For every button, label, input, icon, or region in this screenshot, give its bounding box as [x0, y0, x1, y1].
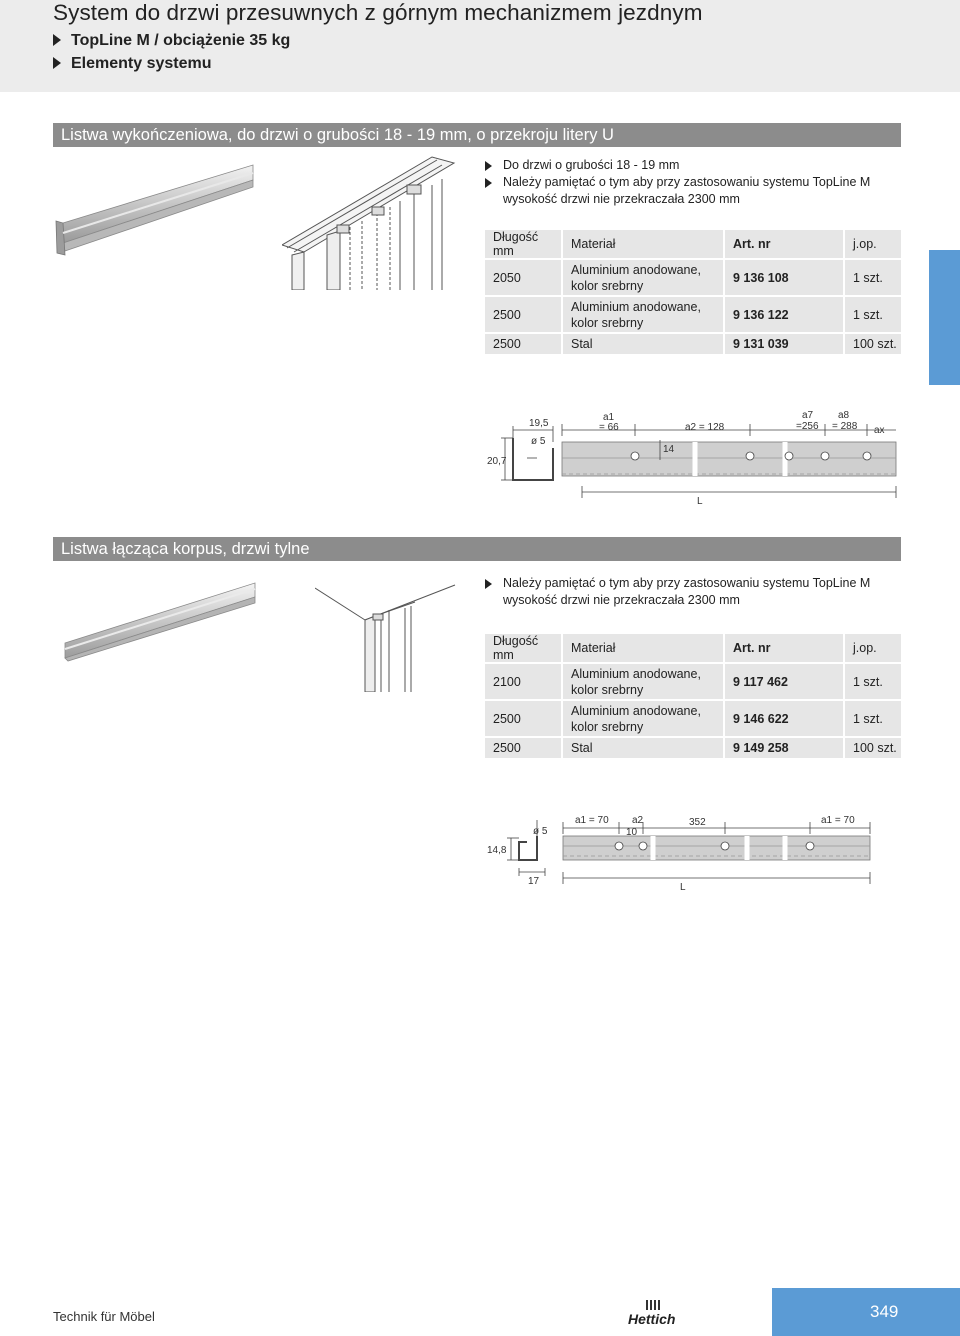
installation-drawing-2	[315, 580, 475, 692]
bullet-text: Należy pamiętać o tym aby przy zastosowaniu systemu TopLine M	[503, 175, 871, 189]
bullet-text: Do drzwi o grubości 18 - 19 mm	[503, 158, 680, 172]
hole-mark	[639, 842, 647, 850]
bullet-text-cont: wysokość drzwi nie przekraczała 2300 mm	[503, 593, 740, 607]
table-row	[485, 701, 901, 738]
cell-length: 2050	[485, 260, 563, 297]
triangle-bullet-icon	[485, 579, 492, 589]
col-header-length: Długość mm	[485, 634, 563, 664]
cell-unit: 1 szt.	[845, 701, 901, 738]
chapter-tab	[929, 250, 960, 385]
hettich-logo-mark	[628, 1300, 678, 1330]
cell-material: Stal	[563, 738, 725, 760]
dim-17: 17	[528, 876, 540, 887]
section-1-bullets	[485, 157, 870, 208]
cell-art: 9 146 622	[725, 701, 845, 738]
subtitle-product	[53, 32, 290, 50]
installation-drawing-1	[282, 155, 457, 290]
dim-a1: a1	[603, 412, 615, 423]
hole-mark	[615, 842, 623, 850]
product-table-2	[485, 634, 901, 760]
u-profile-rail-image	[53, 155, 258, 260]
connecting-rail-image	[60, 573, 260, 663]
table-row	[485, 260, 901, 297]
triangle-bullet-icon	[53, 34, 61, 46]
dim-phi5: ø 5	[531, 436, 546, 447]
cell-art: 9 117 462	[725, 664, 845, 701]
hole-mark	[785, 452, 793, 460]
material-line2: kolor srebrny	[571, 682, 644, 697]
dim-a1-val: = 66	[599, 422, 619, 433]
hole-mark	[746, 452, 754, 460]
dim-a8: a8	[838, 410, 850, 421]
hole-mark	[721, 842, 729, 850]
bullet-item	[485, 174, 870, 208]
subtitle-elements-text: Elementy systemu	[71, 55, 212, 72]
table-row	[485, 738, 901, 760]
table-row	[485, 297, 901, 334]
dim-a1-right: a1 = 70	[821, 815, 855, 826]
material-line2: kolor srebrny	[571, 278, 644, 293]
material-line1: Aluminium anodowane,	[571, 299, 701, 314]
technical-drawing-2	[485, 808, 885, 898]
hole-mark	[863, 452, 871, 460]
material-line1: Aluminium anodowane,	[571, 703, 701, 718]
cell-art: 9 136 122	[725, 297, 845, 334]
triangle-bullet-icon	[53, 57, 61, 69]
cell-unit: 1 szt.	[845, 297, 901, 334]
triangle-bullet-icon	[485, 178, 492, 188]
section-2-bullets	[485, 575, 870, 609]
cell-unit: 100 szt.	[845, 738, 901, 760]
cell-material	[563, 664, 725, 701]
dim-ax: ax	[874, 425, 885, 436]
cell-material	[563, 260, 725, 297]
cell-art: 9 149 258	[725, 738, 845, 760]
col-header-art: Art. nr	[725, 230, 845, 260]
cell-material	[563, 701, 725, 738]
hole-mark	[806, 842, 814, 850]
dim-20-7: 20,7	[487, 456, 507, 467]
material-line2: kolor srebrny	[571, 315, 644, 330]
bullet-text-cont: wysokość drzwi nie przekraczała 2300 mm	[503, 192, 740, 206]
material-line2: kolor srebrny	[571, 719, 644, 734]
bullet-item	[485, 575, 870, 609]
triangle-bullet-icon	[485, 161, 492, 171]
dim-phi5: ø 5	[533, 826, 548, 837]
table-header-row	[485, 634, 901, 664]
dim-a1: a1 = 70	[575, 815, 609, 826]
dim-14-8: 14,8	[487, 845, 507, 856]
section-1-title: Listwa wykończeniowa, do drzwi o grubości 18 - 19 mm, o przekroju litery U	[53, 123, 901, 147]
svg-text:Hettich: Hettich	[628, 1311, 676, 1327]
cell-material: Stal	[563, 334, 725, 356]
technical-drawing-1	[485, 400, 901, 512]
c-section-shape	[519, 836, 537, 860]
subtitle-elements	[53, 55, 212, 73]
col-header-material: Materiał	[563, 634, 725, 664]
dim-352: 352	[689, 817, 706, 828]
dim-14: 14	[663, 444, 675, 455]
page-title: System do drzwi przesuwnych z górnym mechanizmem jezdnym	[53, 0, 703, 25]
page-number: 349	[870, 1302, 899, 1321]
footer-tagline: Technik für Möbel	[53, 1309, 155, 1324]
hole-mark	[821, 452, 829, 460]
dim-a2: a2 = 128	[685, 422, 725, 433]
table-row	[485, 664, 901, 701]
cell-length: 2500	[485, 297, 563, 334]
cell-length: 2500	[485, 701, 563, 738]
cell-unit: 1 szt.	[845, 664, 901, 701]
cell-length: 2500	[485, 738, 563, 760]
dim-L: L	[680, 882, 686, 893]
material-line1: Aluminium anodowane,	[571, 262, 701, 277]
cell-unit: 100 szt.	[845, 334, 901, 356]
page-header	[0, 0, 960, 92]
dim-L: L	[697, 496, 703, 507]
dim-a7: a7	[802, 410, 814, 421]
subtitle-product-text: TopLine M / obciążenie 35 kg	[71, 32, 291, 49]
dim-10: 10	[626, 827, 638, 838]
cell-art: 9 131 039	[725, 334, 845, 356]
table-header-row	[485, 230, 901, 260]
col-header-material: Materiał	[563, 230, 725, 260]
bullet-item	[485, 157, 870, 174]
cell-length: 2100	[485, 664, 563, 701]
table-row	[485, 334, 901, 356]
dim-a8-val: = 288	[832, 421, 858, 432]
col-header-length: Długość mm	[485, 230, 563, 260]
hole-mark	[631, 452, 639, 460]
cell-unit: 1 szt.	[845, 260, 901, 297]
product-table-1	[485, 230, 901, 356]
dim-a7-val: =256	[796, 421, 819, 432]
col-header-unit: j.op.	[845, 230, 901, 260]
cell-length: 2500	[485, 334, 563, 356]
section-2-title: Listwa łącząca korpus, drzwi tylne	[53, 537, 901, 561]
cell-material	[563, 297, 725, 334]
dim-a2: a2	[632, 815, 644, 826]
dim-19-5: 19,5	[529, 418, 549, 429]
col-header-art: Art. nr	[725, 634, 845, 664]
hettich-logo	[628, 1300, 678, 1335]
material-line1: Aluminium anodowane,	[571, 666, 701, 681]
bullet-text: Należy pamiętać o tym aby przy zastosowaniu systemu TopLine M	[503, 576, 871, 590]
cell-art: 9 136 108	[725, 260, 845, 297]
page-number-box	[772, 1288, 960, 1336]
col-header-unit: j.op.	[845, 634, 901, 664]
